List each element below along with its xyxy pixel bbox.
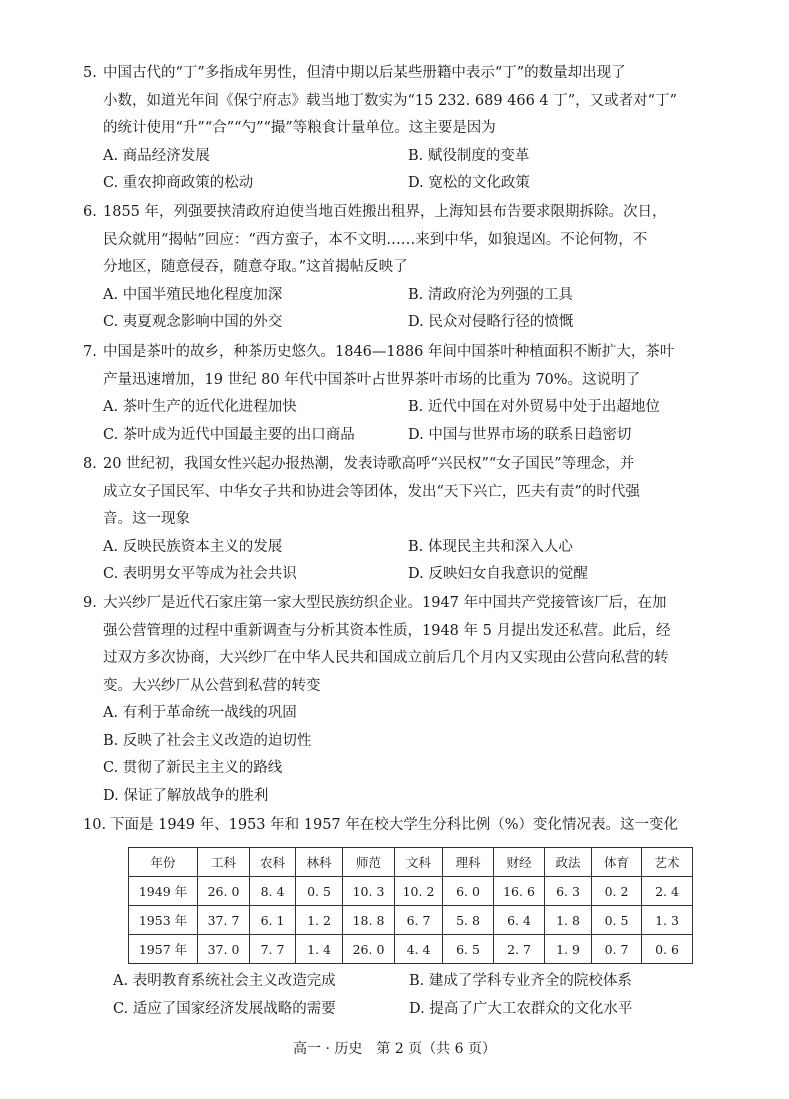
question-text: 分地区，随意侵吞，随意夺取。”这首揭帖反映了 (103, 259, 408, 275)
option-d[interactable]: D. 中国与世界市场的联系日趋密切 (408, 426, 632, 443)
question-number: 10. (83, 817, 107, 833)
option-c[interactable]: C. 贯彻了新民主主义的路线 (103, 760, 283, 776)
table-cell: 26. 0 (343, 935, 395, 964)
question-text: 强公营管理的过程中重新调查与分析其资本性质，1948 年 5 月提出发还私营。此后，经 (103, 622, 671, 639)
options (83, 394, 713, 449)
question-text: 音。这一现象 (103, 511, 190, 527)
table-cell: 1. 4 (296, 935, 343, 964)
table-header-row (129, 848, 693, 877)
option-b[interactable]: B. 近代中国在对外贸易中处于出超地位 (408, 399, 660, 415)
table-cell: 2. 4 (642, 877, 693, 906)
option-a[interactable]: A. 有利于革命统一战线的巩固 (103, 705, 297, 721)
option-d[interactable]: D. 民众对侵略行径的愤慨 (408, 314, 574, 330)
question-text: 1855 年，列强要挟清政府迫使当地百姓搬出租界，上海知县布告要求限期拆除。次日， (103, 204, 667, 220)
question-number: 6. (83, 204, 97, 220)
question-text: 民众就用“揭帖”回应：“西方蛮子，本不文明……来到中华，如狼逞凶。不论何物，不 (103, 231, 648, 248)
table-row (129, 877, 693, 906)
table-cell: 7. 7 (250, 935, 296, 964)
question-text: 小数，如道光年间《保宁府志》载当地丁数实为“15 232. 689 466 4 丁”，又或者对“丁” (103, 92, 678, 109)
option-c[interactable]: C. 表明男女平等成为社会共识 (103, 566, 297, 582)
question-text: 的统计使用“升”“合”“勺”“撮”等粮食计量单位。这主要是因为 (103, 120, 496, 136)
table-header-cell: 师范 (343, 848, 395, 877)
option-b[interactable]: B. 清政府沦为列强的工具 (408, 286, 573, 303)
option-b[interactable]: B. 赋役制度的变革 (408, 147, 530, 164)
table-cell: 0. 7 (592, 935, 642, 964)
table-cell: 10. 2 (395, 877, 443, 906)
question-text: 中国古代的“丁”多指成年男性，但清中期以后某些册籍中表示“丁”的数量却出现了 (103, 65, 626, 81)
option-d[interactable]: D. 反映妇女自我意识的觉醒 (408, 566, 588, 582)
table-cell: 37. 7 (198, 906, 250, 935)
option-d[interactable]: D. 提高了广大工农群众的文化水平 (409, 1000, 633, 1017)
option-c[interactable]: C. 夷夏观念影响中国的外交 (103, 314, 283, 330)
option-b[interactable]: B. 反映了社会主义改造的迫切性 (103, 732, 312, 749)
table-cell: 1. 9 (545, 935, 592, 964)
table-header-cell: 体育 (592, 848, 642, 877)
table-header-cell: 农科 (250, 848, 296, 877)
question-5 (83, 60, 713, 198)
question-text: 变。大兴纱厂从公营到私营的转变 (103, 677, 321, 694)
table-cell: 6. 0 (443, 877, 494, 906)
table-header-cell: 理科 (443, 848, 494, 877)
table-cell: 1. 2 (296, 906, 343, 935)
option-c[interactable]: C. 适应了国家经济发展战略的需要 (113, 1000, 336, 1017)
options (83, 534, 713, 589)
table-cell: 6. 4 (494, 906, 545, 935)
option-b[interactable]: B. 体现民主共和深入人心 (408, 538, 573, 555)
options (93, 968, 723, 1023)
table-cell: 2. 7 (494, 935, 545, 964)
table-cell: 1. 3 (642, 906, 693, 935)
options (83, 282, 713, 337)
table-cell: 1953 年 (129, 906, 198, 935)
table-cell: 6. 7 (395, 906, 443, 935)
table-cell: 1949 年 (129, 877, 198, 906)
question-6 (83, 199, 713, 337)
page-footer: 高一 · 历史 第 2 页（共 6 页） (293, 1041, 496, 1057)
table-cell: 10. 3 (343, 877, 395, 906)
options (83, 143, 713, 198)
question-number: 5. (83, 65, 97, 81)
question-number: 7. (83, 344, 97, 360)
question-10-options (93, 968, 723, 1023)
question-10 (83, 812, 713, 840)
table-header-cell: 政法 (545, 848, 592, 877)
table-header-cell: 文科 (395, 848, 443, 877)
table-cell: 0. 2 (592, 877, 642, 906)
question-9 (83, 590, 713, 810)
table-header-cell: 年份 (129, 848, 198, 877)
question-text: 成立女子国民军、中华女子共和协进会等团体，发出“天下兴亡，匹夫有责”的时代强 (103, 483, 640, 500)
table-cell: 8. 4 (250, 877, 296, 906)
table-cell: 1. 8 (545, 906, 592, 935)
table-cell: 5. 8 (443, 906, 494, 935)
question-text: 产量迅速增加，19 世纪 80 年代中国茶叶占世界茶叶市场的比重为 70%。这说明了 (103, 371, 641, 388)
table-header-cell: 财经 (494, 848, 545, 877)
table-cell: 0. 5 (592, 906, 642, 935)
option-d[interactable]: D. 宽松的文化政策 (408, 175, 530, 191)
table-cell: 26. 0 (198, 877, 250, 906)
table-header-cell: 林科 (296, 848, 343, 877)
option-b[interactable]: B. 建成了学科专业齐全的院校体系 (409, 973, 632, 989)
option-c[interactable]: C. 茶叶成为近代中国最主要的出口商品 (103, 426, 355, 443)
option-d[interactable]: D. 保证了解放战争的胜利 (103, 787, 269, 804)
table-cell: 0. 6 (642, 935, 693, 964)
option-a[interactable]: A. 反映民族资本主义的发展 (103, 538, 283, 555)
table-row (129, 935, 693, 964)
table-cell: 6. 1 (250, 906, 296, 935)
option-a[interactable]: A. 表明教育系统社会主义改造完成 (113, 973, 336, 989)
question-text: 20 世纪初，我国女性兴起办报热潮，发表诗歌高呼“兴民权”“女子国民”等理念，并 (103, 456, 635, 472)
question-text: 过双方多次协商，大兴纱厂在中华人民共和国成立前后几个月内又实现由公营向私营的转 (103, 650, 669, 666)
option-a[interactable]: A. 中国半殖民地化程度加深 (103, 286, 283, 303)
table-cell: 4. 4 (395, 935, 443, 964)
option-a[interactable]: A. 商品经济发展 (103, 147, 210, 164)
table-cell: 16. 6 (494, 877, 545, 906)
table-row (129, 906, 693, 935)
table-cell: 0. 5 (296, 877, 343, 906)
question-number: 9. (83, 595, 97, 611)
table-cell: 18. 8 (343, 906, 395, 935)
question-text: 大兴纱厂是近代石家庄第一家大型民族纺织企业。1947 年中国共产党接管该厂后，在加 (103, 595, 667, 611)
table-cell: 37. 0 (198, 935, 250, 964)
question-7 (83, 339, 713, 449)
table-header-cell: 艺术 (642, 848, 693, 877)
table-cell: 6. 3 (545, 877, 592, 906)
option-c[interactable]: C. 重农抑商政策的松动 (103, 175, 254, 191)
question-number: 8. (83, 456, 97, 472)
options (83, 700, 713, 810)
enrollment-table (128, 847, 693, 964)
question-text: 中国是茶叶的故乡，种茶历史悠久。1846—1886 年间中国茶叶种植面积不断扩大，茶叶 (103, 344, 675, 360)
question-text: 下面是 1949 年、1953 年和 1957 年在校大学生分科比例（%）变化情况表。这一变化 (110, 817, 679, 833)
table-cell: 1957 年 (129, 935, 198, 964)
table-header-cell: 工科 (198, 848, 250, 877)
question-8 (83, 451, 713, 589)
option-a[interactable]: A. 茶叶生产的近代化进程加快 (103, 399, 297, 415)
table-cell: 6. 5 (443, 935, 494, 964)
